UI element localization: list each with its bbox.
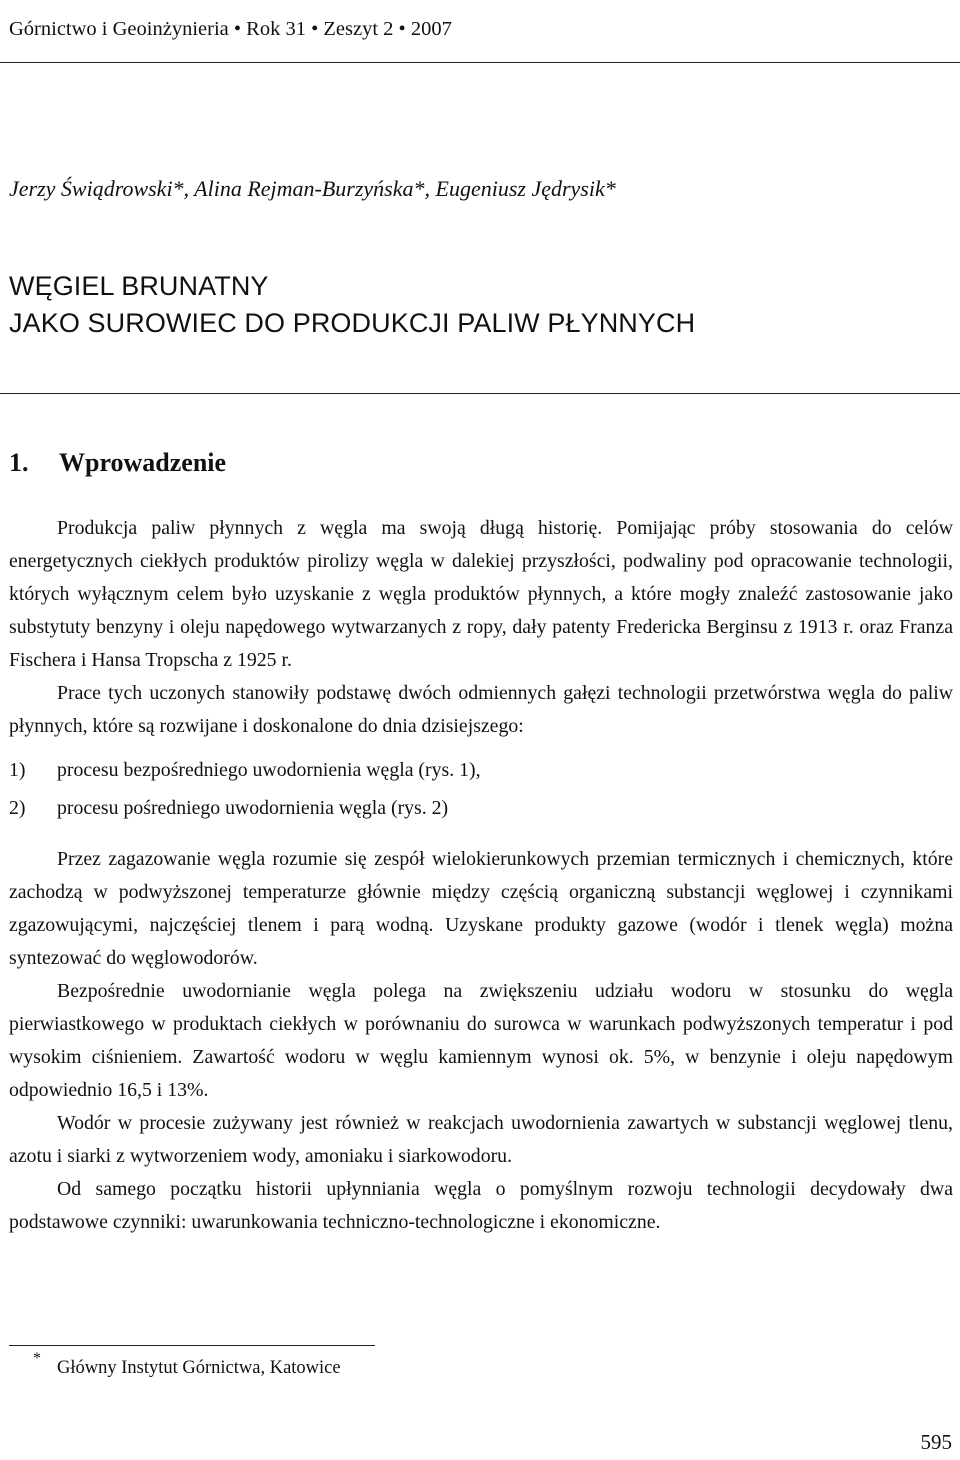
section-number: 1. — [9, 448, 29, 477]
paragraph: Prace tych uczonych stanowiły podstawę dwóch odmiennych gałęzi technologii przetwórstwa węgla do paliw płynnych, które są rozwijane i doskonalone do dnia dzisiejszego: — [9, 682, 953, 737]
footnote-divider — [9, 1345, 375, 1346]
process-list — [9, 751, 953, 827]
list-item-text: procesu bezpośredniego uwodornienia węgla (rys. 1), — [57, 758, 481, 781]
paragraph: Wodór w procesie zużywany jest również w reakcjach uwodornienia zawartych w substancji węglowej tlenu, azotu i siarki z wytworzeniem wody, amoniaku i siarkowodoru. — [9, 1112, 953, 1167]
paragraph: Bezpośrednie uwodornianie węgla polega na zwiększeniu udziału wodoru w stosunku do węgla pierwiastkowego w produktach ciekłych w porównaniu do surowca w warunkach podwyższonych temperatur i pod wysokim ciśnieniem. Zawartość wodoru w węglu kamiennym wynosi ok. 5%, w benzynie i oleju napędowym odpowiednio 16,5 i 13%. — [9, 980, 953, 1101]
footnote-mark: * — [33, 1350, 41, 1367]
footnote-text: Główny Instytut Górnictwa, Katowice — [57, 1358, 341, 1378]
journal-header — [0, 0, 960, 63]
list-item — [9, 789, 953, 827]
page-number: 595 — [920, 1430, 952, 1454]
paragraph: Od samego początku historii upłynniania węgla o pomyślnym rozwoju technologii decydowały dwa podstawowe czynniki: uwarunkowania techniczno-technologiczne i ekonomiczne. — [9, 1178, 953, 1233]
footnote — [9, 1350, 341, 1379]
section-heading — [9, 448, 226, 478]
paragraph: Produkcja paliw płynnych z węgla ma swoją długą historię. Pomijając próby stosowania do celów energetycznych ciekłych produktów pirolizy węgla w dalekiej przyszłości, podwaliny pod opracowanie technologii, których wyłącznym celem było uzyskanie z węgla produktów płynnych, a które mogły znaleźć zastosowanie jako substytuty benzyny i oleju napędowego wytwarzanych z ropy, dały patenty Fredericka Berginsu z 1913 r. oraz Franza Fischera i Hansa Tropscha z 1925 r. — [9, 517, 953, 671]
list-item — [9, 751, 953, 789]
list-item-text: procesu pośredniego uwodornienia węgla (rys. 2) — [57, 796, 449, 819]
authors: Jerzy Świądrowski*, Alina Rejman-Burzyńska*, Eugeniusz Jędrysik* — [9, 176, 616, 201]
title-line-2: JAKO SUROWIEC DO PRODUKCJI PALIW PŁYNNYCH — [9, 308, 696, 338]
article-title — [9, 268, 695, 342]
title-divider — [0, 393, 960, 394]
section-title: Wprowadzenie — [59, 448, 227, 477]
article-body — [9, 512, 953, 1239]
list-item-number: 2) — [9, 796, 26, 819]
paragraph: Przez zagazowanie węgla rozumie się zespół wielokierunkowych przemian termicznych i chemicznych, które zachodzą w podwyższonej temperaturze głównie między częścią organiczną substancji węglowej i czynnikami zgazowującymi, najczęściej tlenem i parą wodną. Uzyskane produkty gazowe (wodór i tlenek węgla) można syntezować do węglowodorów. — [9, 848, 953, 969]
title-line-1: WĘGIEL BRUNATNY — [9, 271, 269, 301]
journal-info: Górnictwo i Geoinżynieria • Rok 31 • Zeszyt 2 • 2007 — [9, 18, 452, 40]
list-item-number: 1) — [9, 758, 26, 781]
